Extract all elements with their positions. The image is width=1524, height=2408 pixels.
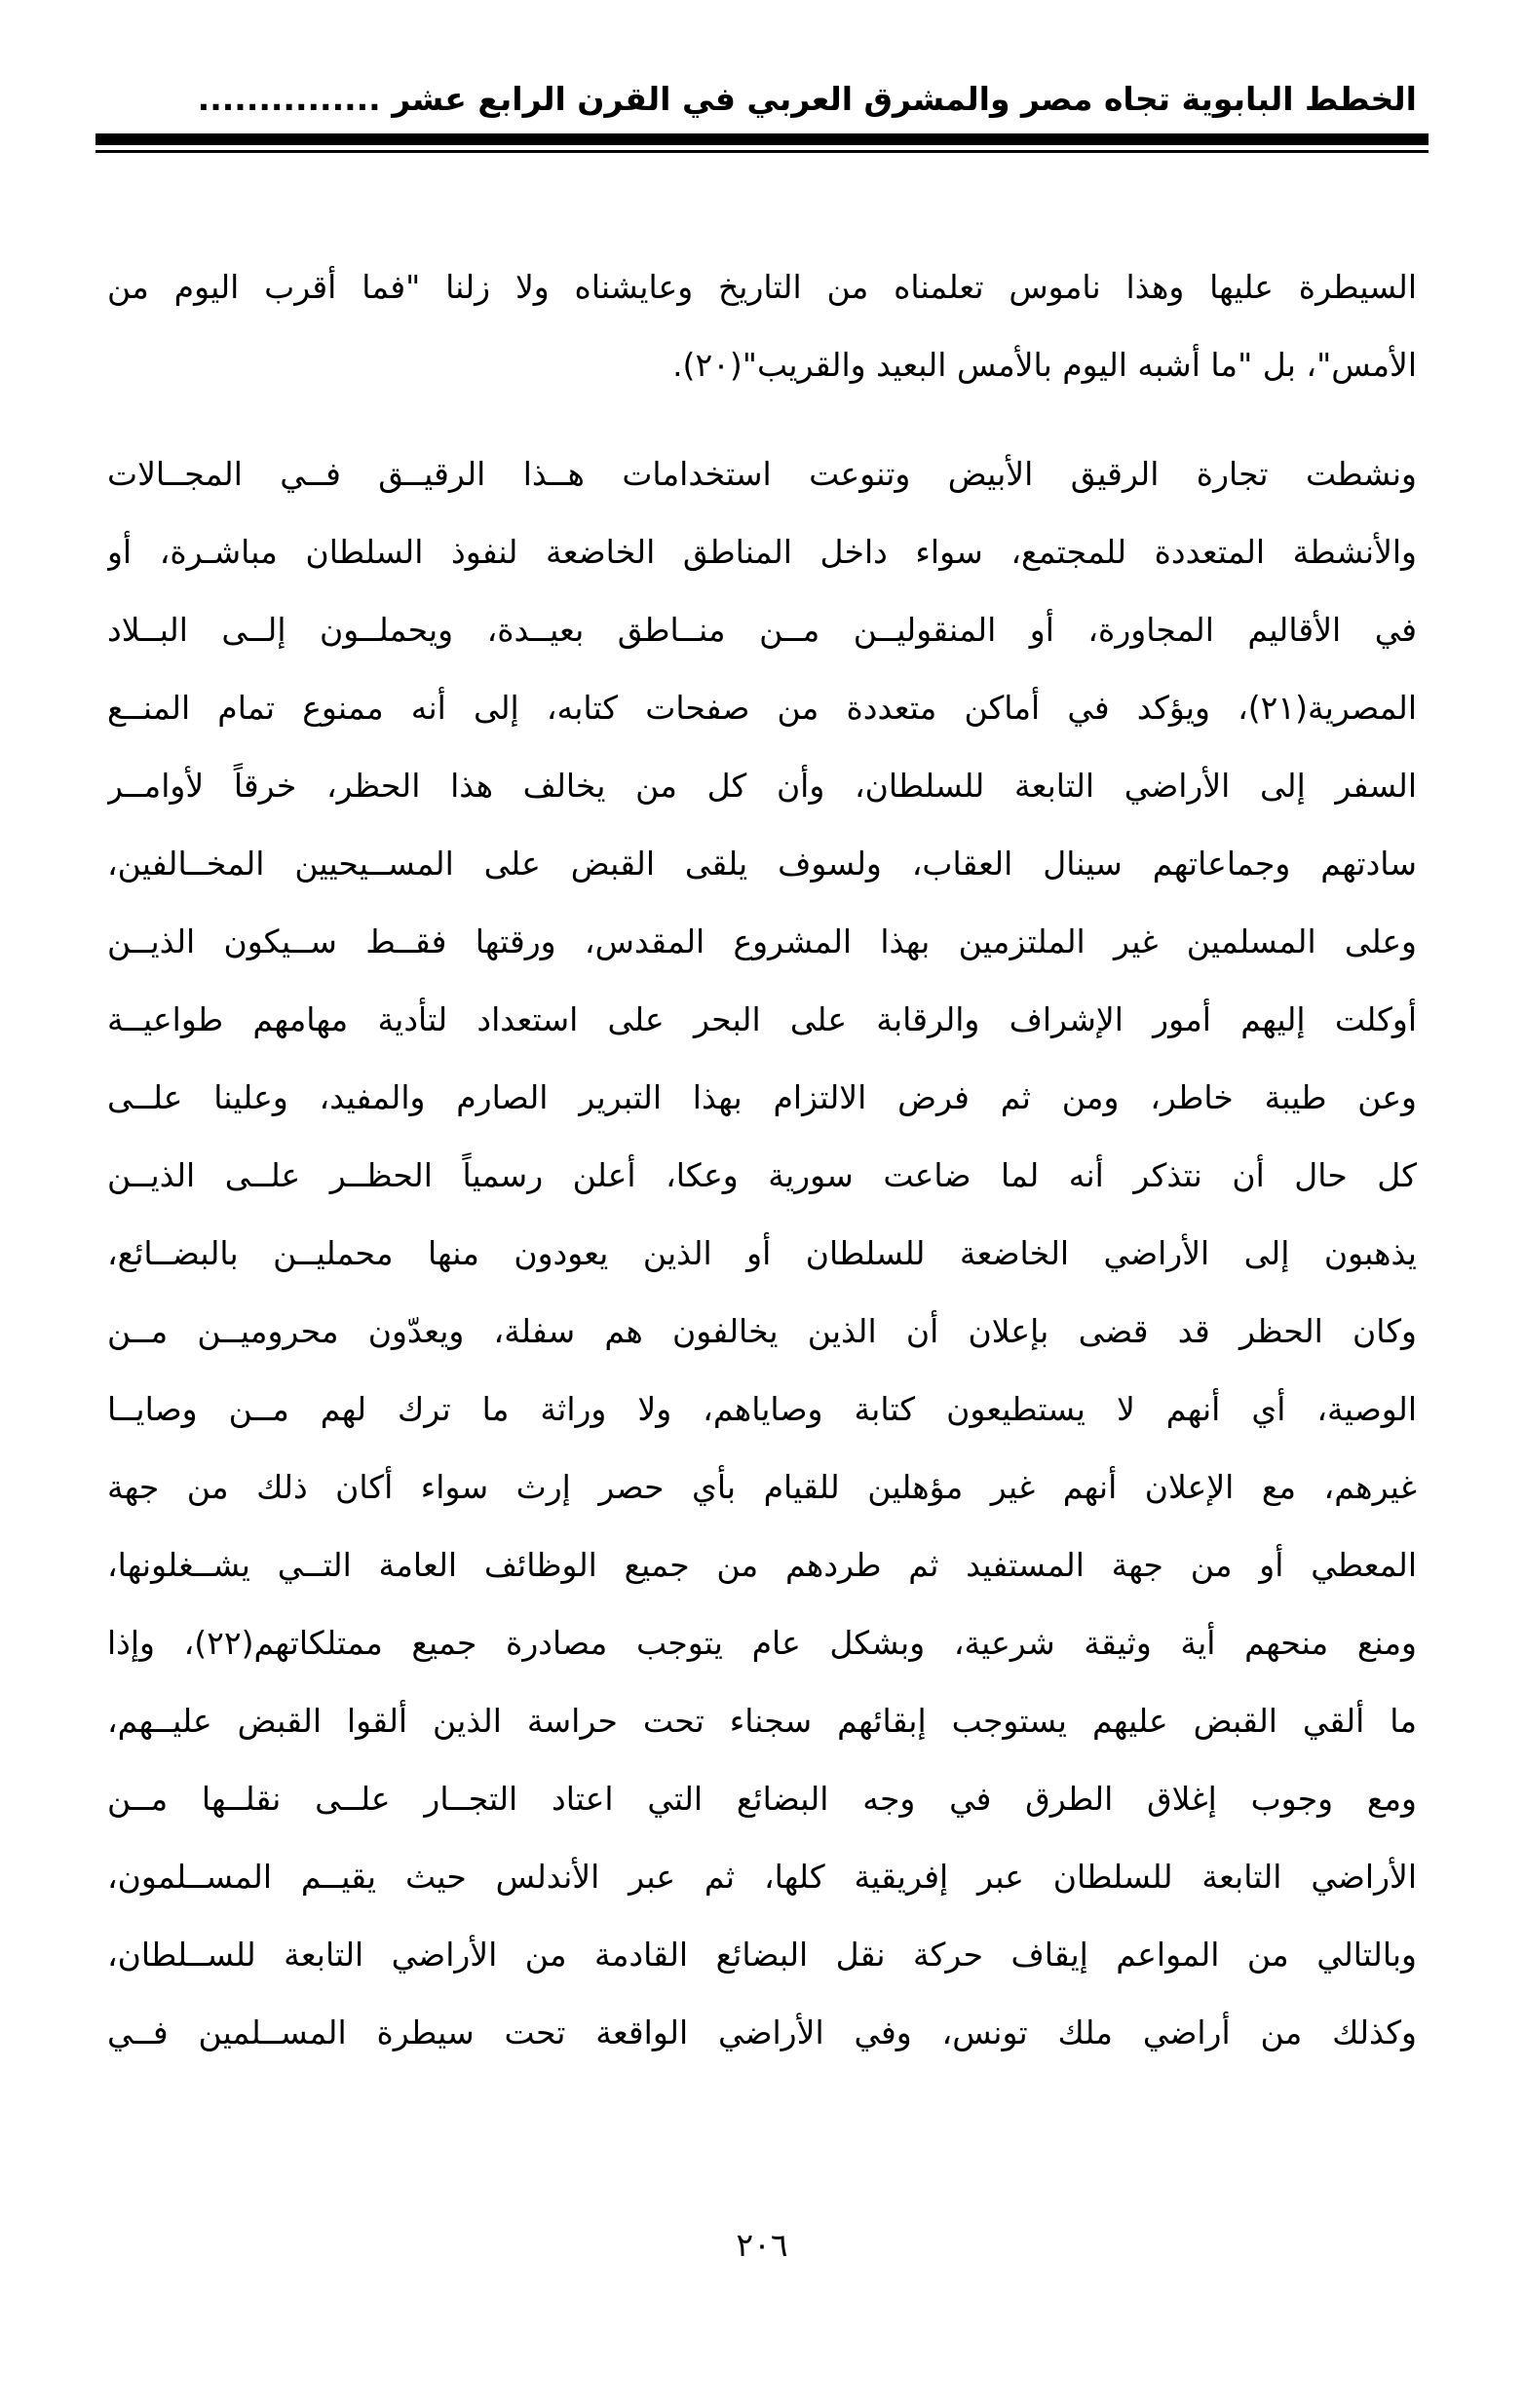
- text-line: ونشطت تجارة الرقيق الأبيض وتنوعت استخدامات هــذا الرقيــق فــي المجــالات: [107, 455, 1417, 493]
- page-number: ٢٠٦: [736, 2226, 788, 2264]
- paragraph-1: [107, 248, 1417, 404]
- text-line: سادتهم وجماعاتهم سينال العقاب، ولسوف يلقى القبض على المســيحيين المخــالفين،: [107, 845, 1417, 883]
- text-line: الأراضي التابعة للسلطان عبر إفريقية كلها، ثم عبر الأندلس حيث يقيــم المســلمون،: [107, 1858, 1417, 1896]
- paragraph-2: [107, 435, 1417, 2072]
- text-line: المعطي أو من جهة المستفيد ثم طردهم من جميع الوظائف العامة التــي يشــغلونها،: [107, 1546, 1417, 1584]
- text-line: وبالتالي من المواعم إيقاف حركة نقل البضائع القادمة من الأراضي التابعة للســلطان،: [107, 1936, 1417, 1974]
- text-line: أوكلت إليهم أمور الإشراف والرقابة على البحر على استعداد لتأدية مهامهم طواعيــة: [107, 1000, 1417, 1038]
- text-line: وعلى المسلمين غير الملتزمين بهذا المشروع المقدس، ورقتها فقــط ســيكون الذيــن: [107, 922, 1417, 960]
- text-line: كل حال أن نتذكر أنه لما ضاعت سورية وعكا، أعلن رسمياً الحظــر علــى الذيــن: [107, 1156, 1417, 1194]
- text-line: السيطرة عليها وهذا ناموس تعلمناه من التاريخ وعايشناه ولا زلنا "فما أقرب اليوم من: [107, 268, 1417, 306]
- text-line: ومع وجوب إغلاق الطرق في وجه البضائع التي اعتاد التجــار علــى نقلــها مــن: [107, 1780, 1417, 1818]
- text-line: السفر إلى الأراضي التابعة للسلطان، وأن كل من يخالف هذا الحظر، خرقاً لأوامــر: [107, 767, 1417, 805]
- text-line: غيرهم، مع الإعلان أنهم غير مؤهلين للقيام بأي حصر إرث سواء أكان ذلك من جهة: [107, 1468, 1417, 1506]
- text-line: وكذلك من أراضي ملك تونس، وفي الأراضي الواقعة تحت سيطرة المســلمين فــي: [107, 2013, 1417, 2051]
- text-line: الأمس"، بل "ما أشبه اليوم بالأمس البعيد والقريب"(٢٠).: [672, 346, 1417, 384]
- text-line: المصرية(٢١)، ويؤكد في أماكن متعددة من صفحات كتابه، إلى أنه ممنوع تمام المنــع: [107, 689, 1417, 727]
- text-line: والأنشطة المتعددة للمجتمع، سواء داخل المناطق الخاضعة لنفوذ السلطان مباشـرة، أو: [107, 533, 1417, 571]
- text-line: في الأقاليم المجاورة، أو المنقوليــن مــن منــاطق بعيــدة، ويحملــون إلــى البــلاد: [107, 611, 1417, 649]
- text-line: الوصية، أي أنهم لا يستطيعون كتابة وصاياهم، ولا وراثة ما ترك لهم مــن وصايــا: [107, 1390, 1417, 1428]
- text-line: ما ألقي القبض عليهم يستوجب إبقائهم سجناء تحت حراسة الذين ألقوا القبض عليــهم،: [107, 1702, 1417, 1740]
- header-rule-thin: [95, 150, 1429, 153]
- text-line: ومنع منحهم أية وثيقة شرعية، وبشكل عام يتوجب مصادرة جميع ممتلكاتهم(٢٢)، وإذا: [107, 1624, 1417, 1662]
- body-text: [107, 248, 1417, 2072]
- text-line: وعن طيبة خاطر، ومن ثم فرض الالتزام بهذا التبرير الصارم والمفيد، وعلينا علــى: [107, 1078, 1417, 1116]
- header-rule-thick: [95, 133, 1429, 145]
- text-line: يذهبون إلى الأراضي الخاضعة للسلطان أو الذين يعودون منها محمليــن بالبضــائع،: [107, 1234, 1417, 1272]
- text-line: وكان الحظر قد قضى بإعلان أن الذين يخالفون هم سفلة، ويعدّون محروميــن مــن: [107, 1312, 1417, 1350]
- running-header: الخطط البابوية تجاه مصر والمشرق العربي في القرن الرابع عشر ...............: [197, 80, 1417, 118]
